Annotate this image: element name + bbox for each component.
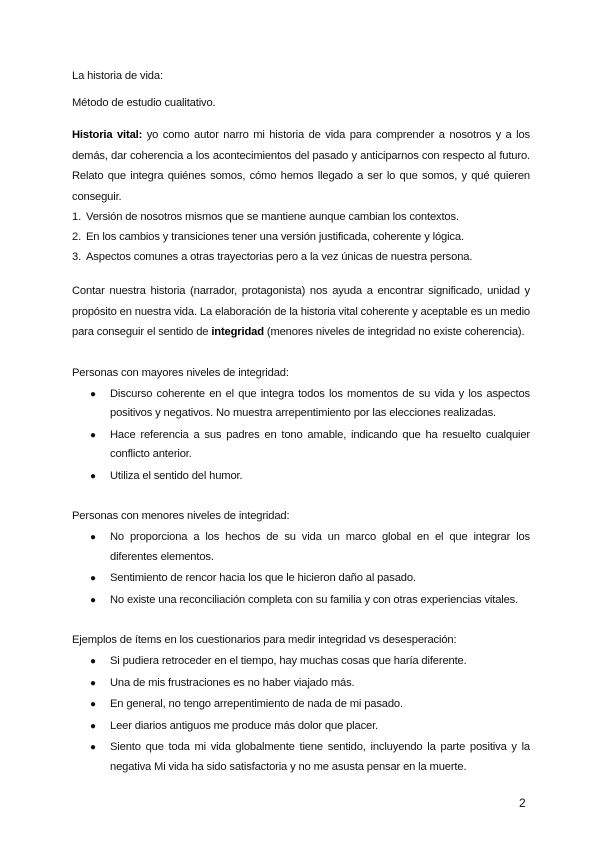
item-text: En los cambios y transiciones tener una versión justificada, coherente y lógica.	[86, 231, 464, 243]
section-title-mayores: Personas con mayores niveles de integridad:	[72, 366, 289, 379]
paragraph-contar	[72, 281, 530, 343]
section-title-menores: Personas con menores niveles de integridad:	[72, 510, 290, 522]
list-item: ● No proporciona a los hechos de su vida un marco global en el que integrar los diferentes elementos.	[90, 528, 530, 567]
list-item: ● Sentimiento de rencor hacia los que le hicieron daño al pasado.	[90, 569, 530, 589]
heading-historia-de-vida: La historia de vida:	[72, 70, 163, 82]
bullet-icon: ●	[90, 742, 96, 753]
list-item: ● Una de mis frustraciones es no haber viajado más.	[90, 674, 530, 694]
list-item: ● Siento que toda mi vida globalmente tiene sentido, incluyendo la parte positiva y la negativa Mi vida ha sido satisfactoria y no me asusta pensar en la muerte.	[90, 738, 530, 777]
contar-text-before: Contar nuestra historia (narrador, protagonista) nos ayuda a encontrar significado, unidad y propósito en nuestra vida. La elaboración de la historia vital coherente y aceptable es un medio para conseguir el sentido de	[72, 285, 530, 338]
list-item: ● Utiliza el sentido del humor.	[90, 467, 530, 487]
paragraph-historia-vital	[72, 125, 530, 207]
term-integridad: integridad	[211, 326, 264, 338]
bullet-icon: ●	[90, 699, 96, 710]
numbered-list	[72, 207, 530, 267]
heading-metodo: Método de estudio cualitativo.	[72, 97, 216, 109]
list-ejemplos	[72, 652, 530, 777]
bullet-icon: ●	[90, 388, 96, 400]
item-text: Aspectos comunes a otras trayectorias pero a la vez únicas de nuestra persona.	[86, 251, 473, 263]
list-item: ● No existe una reconciliación completa con su familia y con otras experiencias vitales.	[90, 591, 530, 611]
bullet-icon: ●	[90, 720, 96, 732]
list-item: ● Hace referencia a sus padres en tono amable, indicando que ha resuelto cualquier conflicto anterior.	[90, 426, 530, 465]
bullet-icon: ●	[90, 677, 96, 689]
term-historia-vital: Historia vital:	[72, 129, 143, 141]
item-number: 2.	[72, 231, 82, 243]
bullet-icon: ●	[90, 532, 96, 543]
list-item: ● En general, no tengo arrepentimiento de nada de mi pasado.	[90, 695, 530, 715]
list-mayores	[72, 385, 530, 487]
list-item: ● Leer diarios antiguos me produce más dolor que placer.	[90, 717, 530, 737]
bullet-icon: ●	[90, 429, 96, 441]
bullet-icon: ●	[90, 656, 96, 667]
contar-text-after: (menores niveles de integridad no existe coherencia).	[263, 326, 525, 338]
list-item: ● Si pudiera retroceder en el tiempo, hay muchas cosas que haría diferente.	[90, 652, 530, 672]
bullet-icon: ●	[90, 573, 96, 584]
numbered-item	[72, 227, 530, 247]
numbered-item	[72, 247, 530, 267]
bullet-icon: ●	[90, 470, 96, 482]
section-title-ejemplos: Ejemplos de ítems en los cuestionarios para medir integridad vs desesperación:	[72, 634, 457, 646]
bullet-icon: ●	[90, 594, 96, 606]
list-item: ● Discurso coherente en el que integra todos los momentos de su vida y los aspectos positivos y negativos. No muestra arrepentimiento por las elecciones realizadas.	[90, 385, 530, 424]
item-number: 1.	[72, 211, 82, 223]
item-text: Versión de nosotros mismos que se mantiene aunque cambian los contextos.	[86, 211, 459, 223]
page-number: 2	[519, 796, 526, 810]
document-page	[72, 68, 530, 779]
numbered-item	[72, 207, 530, 227]
item-number: 3.	[72, 251, 82, 263]
list-menores	[72, 528, 530, 610]
historia-vital-text: yo como autor narro mi historia de vida para comprender a nosotros y a los demás, dar coherencia a los acontecimientos del pasado y anticiparnos con respecto al futuro. Relato que integra quiénes somos, cómo hemos llegado a ser lo que somos, y qué quieren conseguir.	[72, 129, 530, 203]
